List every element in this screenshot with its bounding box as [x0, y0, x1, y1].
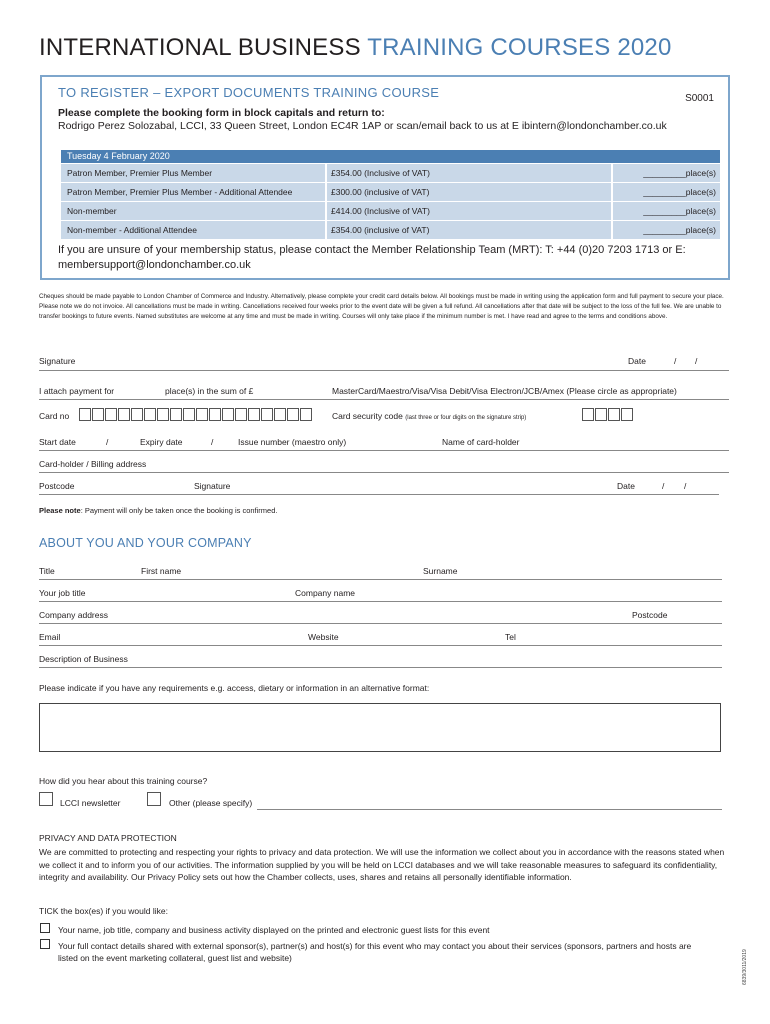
- expiry-date-label: Expiry date: [140, 437, 183, 447]
- date-label: Date: [628, 356, 646, 366]
- newsletter-label: LCCI newsletter: [60, 798, 121, 808]
- business-description-line[interactable]: [39, 667, 722, 668]
- about-heading: ABOUT YOU AND YOUR COMPANY: [39, 536, 252, 550]
- member-type: Patron Member, Premier Plus Member - Additional Attendee: [61, 183, 325, 201]
- postcode-label: Postcode: [39, 481, 75, 491]
- tick-label: TICK the box(es) if you would like:: [39, 906, 168, 916]
- page-title: [39, 34, 672, 62]
- contact-share-checkbox[interactable]: [40, 939, 50, 949]
- guest-list-checkbox[interactable]: [40, 923, 50, 933]
- price-row: [61, 221, 720, 239]
- job-line[interactable]: [39, 601, 722, 602]
- payment-note: [39, 506, 277, 515]
- billing-address-label: Card-holder / Billing address: [39, 459, 147, 469]
- membership-note: If you are unsure of your membership status, please contact the Member Relationship Team (MRT): T: +44 (0)20 7203 1713 or E: membersupport@londonchamber.co.uk: [58, 244, 686, 271]
- places-sum-label: place(s) in the sum of £: [165, 386, 254, 396]
- terms-text: Cheques should be made payable to London Chamber of Commerce and Industry. Alternatively, please complete your credit card details below. All bookings must be made in writing using the application form and full payment to secure your place. Please note we do not invoice. All cancellations must be made in writing. Cancellations received four weeks prior to the event date will be given a full refund. All cancellations after that date will be subject to the loss of the full fee. We are unable to transfer bookings to future events. Named substitutes are welcome at any time and must be made in writing. Courses will only take place if the minimum number is met. I have read and agree to the terms and conditions above.: [39, 293, 724, 320]
- payment-note-label: Please note: [39, 506, 81, 515]
- address-line[interactable]: [39, 623, 722, 624]
- guest-list-label: Your name, job title, company and business activity displayed on the printed and electronic guest lists for this event: [58, 925, 490, 935]
- price-row: [61, 183, 720, 201]
- requirements-textarea[interactable]: [39, 703, 721, 752]
- tel-label: Tel: [505, 632, 516, 642]
- course-code: S0001: [685, 93, 714, 104]
- payment-note-text: : Payment will only be taken once the booking is confirmed.: [80, 506, 278, 515]
- cardholder-name-label: Name of card-holder: [442, 437, 520, 447]
- price: £300.00 (inclusive of VAT): [327, 183, 611, 201]
- price: £354.00 (Inclusive of VAT): [327, 164, 611, 182]
- price: £414.00 (Inclusive of VAT): [327, 202, 611, 220]
- job-title-label: Your job title: [39, 588, 86, 598]
- requirements-label: Please indicate if you have any requirements e.g. access, dietary or information in an alternative format:: [39, 683, 430, 693]
- first-name-label: First name: [141, 566, 182, 576]
- attach-payment-label: I attach payment for: [39, 386, 115, 396]
- price-row: [61, 164, 720, 182]
- date-separator: /: [674, 356, 677, 366]
- company-name-label: Company name: [295, 588, 356, 598]
- security-code-boxes[interactable]: [582, 406, 634, 424]
- member-type: Non-member - Additional Attendee: [61, 221, 325, 239]
- places-field[interactable]: _________place(s): [613, 164, 720, 182]
- name-line[interactable]: [39, 579, 722, 580]
- registration-box: [40, 75, 730, 280]
- business-description-label: Description of Business: [39, 654, 128, 664]
- company-address-label: Company address: [39, 610, 108, 620]
- card-number-label: Card no: [39, 411, 70, 421]
- registration-heading: TO REGISTER – EXPORT DOCUMENTS TRAINING COURSE: [58, 85, 440, 100]
- security-code-label: [332, 411, 526, 421]
- price-table-date: Tuesday 4 February 2020: [61, 150, 720, 163]
- privacy-heading: PRIVACY AND DATA PROTECTION: [39, 833, 177, 843]
- signature-line[interactable]: [39, 370, 729, 371]
- security-code-text: Card security code: [332, 411, 403, 421]
- member-type: Non-member: [61, 202, 325, 220]
- date-separator: /: [695, 356, 698, 366]
- company-postcode-label: Postcode: [632, 610, 668, 620]
- date-label: Date: [617, 481, 635, 491]
- signature-label: Signature: [39, 356, 76, 366]
- return-address: Rodrigo Perez Solozabal, LCCI, 33 Queen Street, London EC4R 1AP or scan/email back to us at E ibintern@londonchamber.co.uk: [58, 120, 667, 132]
- member-type: Patron Member, Premier Plus Member: [61, 164, 325, 182]
- footer-code: 6839/3011/2019: [742, 949, 748, 985]
- email-label: Email: [39, 632, 61, 642]
- title-part-accent: TRAINING COURSES 2020: [367, 34, 672, 61]
- places-field[interactable]: _________place(s): [613, 202, 720, 220]
- card-number-boxes[interactable]: [79, 406, 313, 424]
- issue-number-label: Issue number (maestro only): [238, 437, 347, 447]
- billing-address-line[interactable]: [39, 472, 729, 473]
- title-part-main: INTERNATIONAL BUSINESS: [39, 34, 368, 61]
- signature-label: Signature: [194, 481, 231, 491]
- places-field[interactable]: _________place(s): [613, 183, 720, 201]
- date-separator: /: [684, 481, 687, 491]
- security-code-hint: (last three or four digits on the signature strip): [405, 415, 527, 421]
- price-row: [61, 202, 720, 220]
- card-details-line[interactable]: [39, 450, 729, 451]
- surname-label: Surname: [423, 566, 458, 576]
- postcode-line[interactable]: [39, 494, 719, 495]
- contact-line[interactable]: [39, 645, 722, 646]
- date-separator: /: [662, 481, 665, 491]
- price-table: [61, 150, 720, 239]
- privacy-text: We are committed to protecting and respecting your rights to privacy and data protection. We will use the information we collect about you in accordance with the reasons stated when we collect it and to inform you of our activities. The information supplied by you will be held on LCCI databases and we will take reasonable measures to safeguard its confidentiality, integrity and availability. Our Privacy Policy sets out how the Chamber collects, uses, shares and retains all personally identifiable information.: [39, 847, 725, 882]
- date-separator: /: [211, 437, 214, 447]
- date-separator: /: [106, 437, 109, 447]
- contact-share-label: Your full contact details shared with external sponsor(s), partner(s) and host(s) for this event who may contact you about their services (sponsors, partners and hosts are listed on the event marketing collateral, guest list and website): [58, 941, 692, 963]
- price: £354.00 (inclusive of VAT): [327, 221, 611, 239]
- newsletter-checkbox[interactable]: [39, 792, 53, 806]
- places-field[interactable]: _________place(s): [613, 221, 720, 239]
- other-specify-line[interactable]: [257, 809, 722, 810]
- start-date-label: Start date: [39, 437, 76, 447]
- booking-instructions: Please complete the booking form in block capitals and return to:: [58, 107, 385, 119]
- website-label: Website: [308, 632, 339, 642]
- payment-line[interactable]: [39, 399, 729, 400]
- hear-about-label: How did you hear about this training course?: [39, 776, 208, 786]
- other-label: Other (please specify): [169, 798, 253, 808]
- title-field-label: Title: [39, 566, 55, 576]
- other-checkbox[interactable]: [147, 792, 161, 806]
- card-types-label: MasterCard/Maestro/Visa/Visa Debit/Visa Electron/JCB/Amex (Please circle as appropriate): [332, 386, 677, 396]
